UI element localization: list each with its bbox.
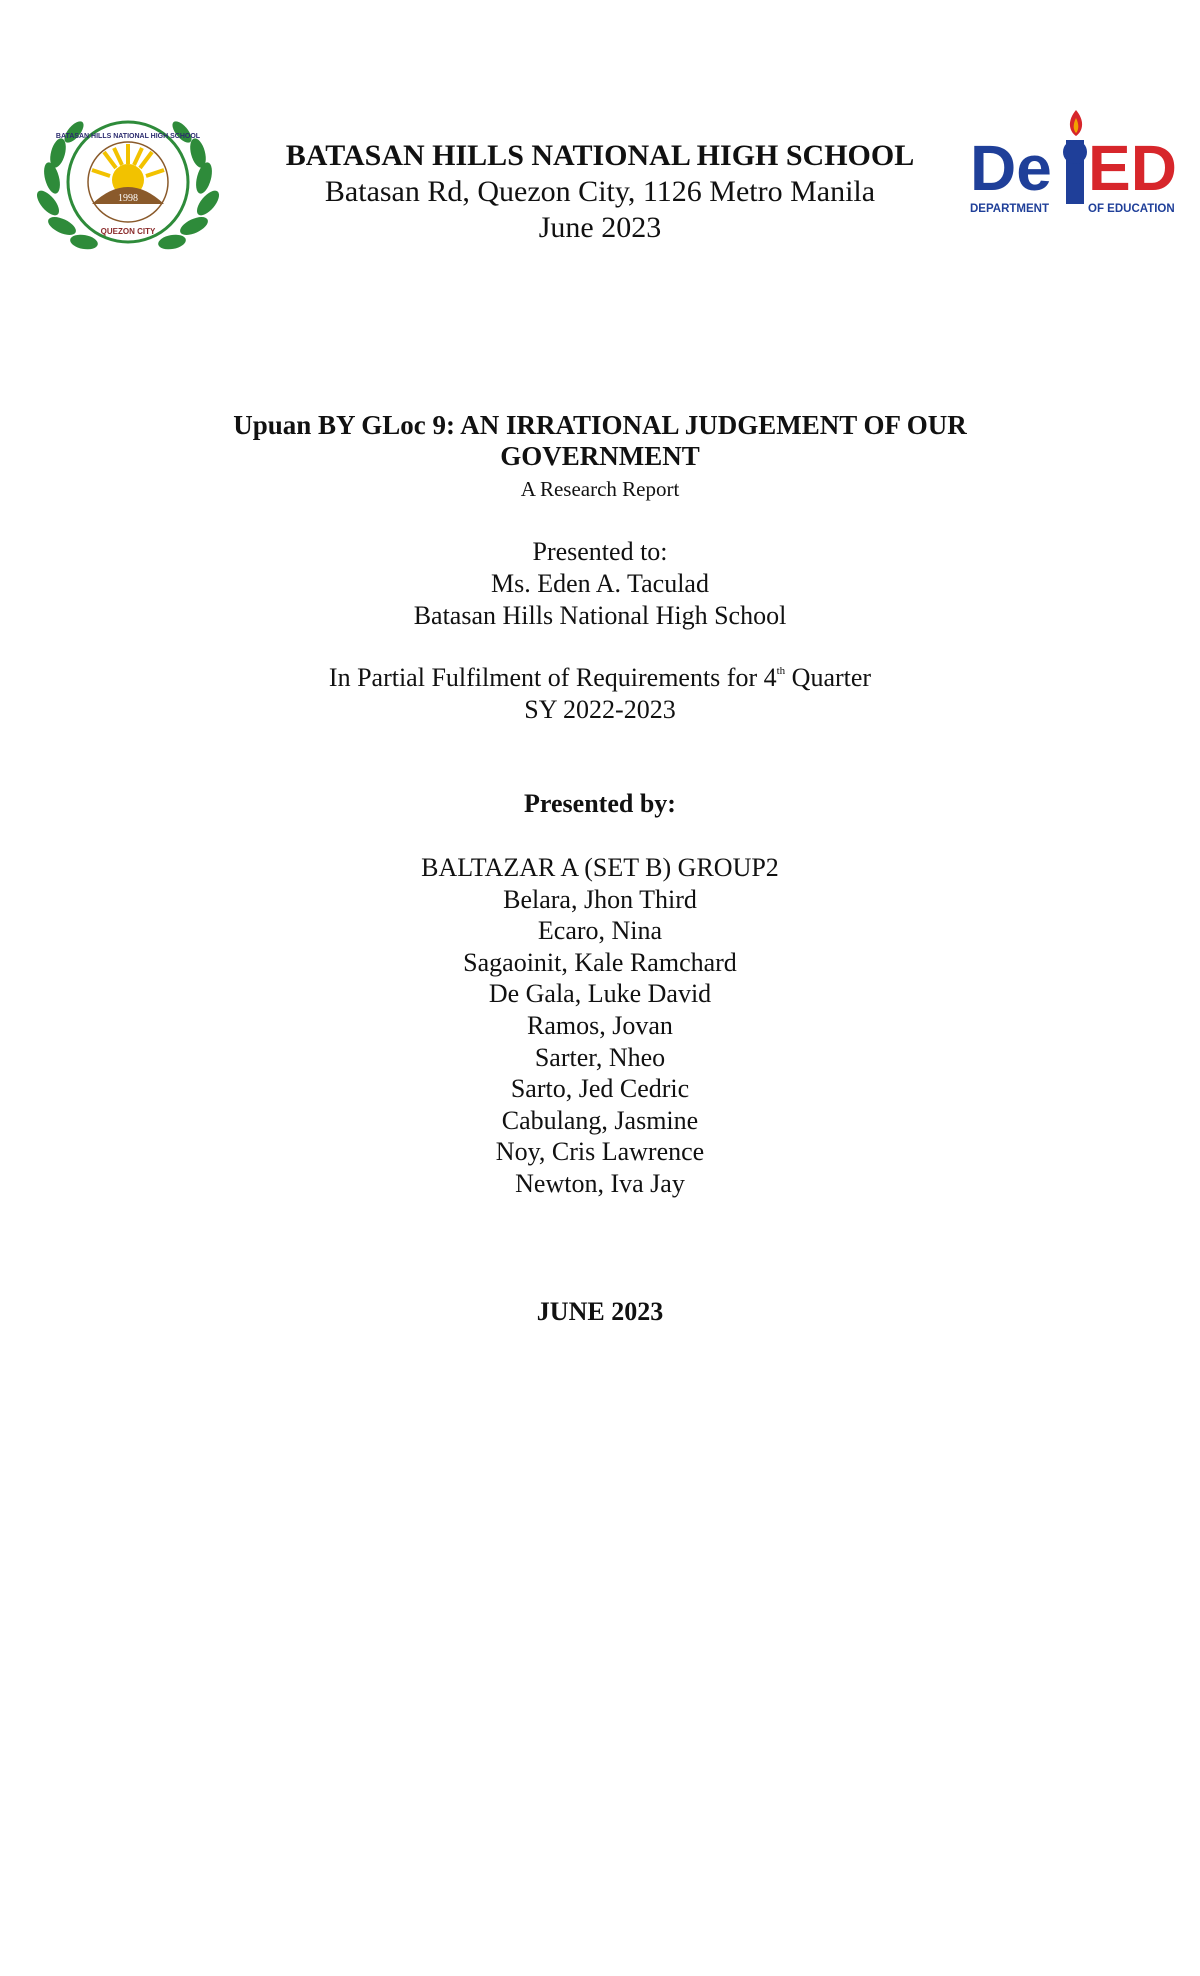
fulfilment-school-year: SY 2022-2023 <box>524 695 676 724</box>
deped-logo <box>966 104 1186 224</box>
member-name: Sarto, Jed Cedric <box>510 1074 690 1104</box>
svg-text:ED: ED <box>1088 132 1177 204</box>
school-address: Batasan Rd, Quezon City, 1126 Metro Manila <box>324 175 876 208</box>
member-name: Newton, Iva Jay <box>515 1168 685 1198</box>
report-title-line1: Upuan BY GLoc 9: AN IRRATIONAL JUDGEMENT OF OUR <box>233 410 967 440</box>
school-name: BATASAN HILLS NATIONAL HIGH SCHOOL <box>285 139 915 172</box>
presented-to-block <box>0 536 1200 632</box>
member-name: Cabulang, Jasmine <box>501 1105 699 1135</box>
svg-text:DEPARTMENT: DEPARTMENT <box>970 203 1050 215</box>
svg-text:OF EDUCATION: OF EDUCATION <box>1088 203 1175 215</box>
header-date: June 2023 <box>538 211 662 244</box>
fulfilment-line1 <box>0 662 1200 694</box>
presented-to-school: Batasan Hills National High School <box>413 601 787 630</box>
footer-date: JUNE 2023 <box>536 1297 664 1326</box>
group-name: BALTAZAR A (SET B) GROUP2 <box>421 853 779 882</box>
school-header <box>230 138 970 246</box>
fulfilment-block <box>0 662 1200 726</box>
fulfilment-suffix: Quarter <box>785 663 872 692</box>
report-title <box>0 410 1200 472</box>
seal-city: QUEZON CITY <box>100 227 156 236</box>
member-name: Noy, Cris Lawrence <box>495 1137 705 1167</box>
report-title-line2: GOVERNMENT <box>500 441 700 471</box>
svg-text:BATASAN HILLS NATIONAL HIGH SC: BATASAN HILLS NATIONAL HIGH SCHOOL <box>55 133 201 140</box>
fulfilment-prefix: In Partial Fulfilment of Requirements for 4 <box>328 663 777 692</box>
member-name: Sagaoinit, Kale Ramchard <box>463 947 737 977</box>
member-name: Ramos, Jovan <box>527 1010 673 1040</box>
school-seal-logo <box>32 108 224 260</box>
report-subtitle: A Research Report <box>520 477 680 501</box>
member-name: Ecaro, Nina <box>537 916 663 946</box>
presented-to-name: Ms. Eden A. Taculad <box>491 569 709 598</box>
member-name: Sarter, Nheo <box>534 1042 666 1072</box>
presented-to-label: Presented to: <box>532 537 668 566</box>
member-name: Belara, Jhon Third <box>503 884 697 914</box>
member-name: De Gala, Luke David <box>488 979 712 1009</box>
fulfilment-ordinal: th <box>776 665 786 677</box>
presented-by-label: Presented by: <box>524 789 676 818</box>
group-members-block <box>0 852 1200 1200</box>
seal-year: 1998 <box>118 193 138 204</box>
svg-text:De: De <box>970 132 1052 204</box>
